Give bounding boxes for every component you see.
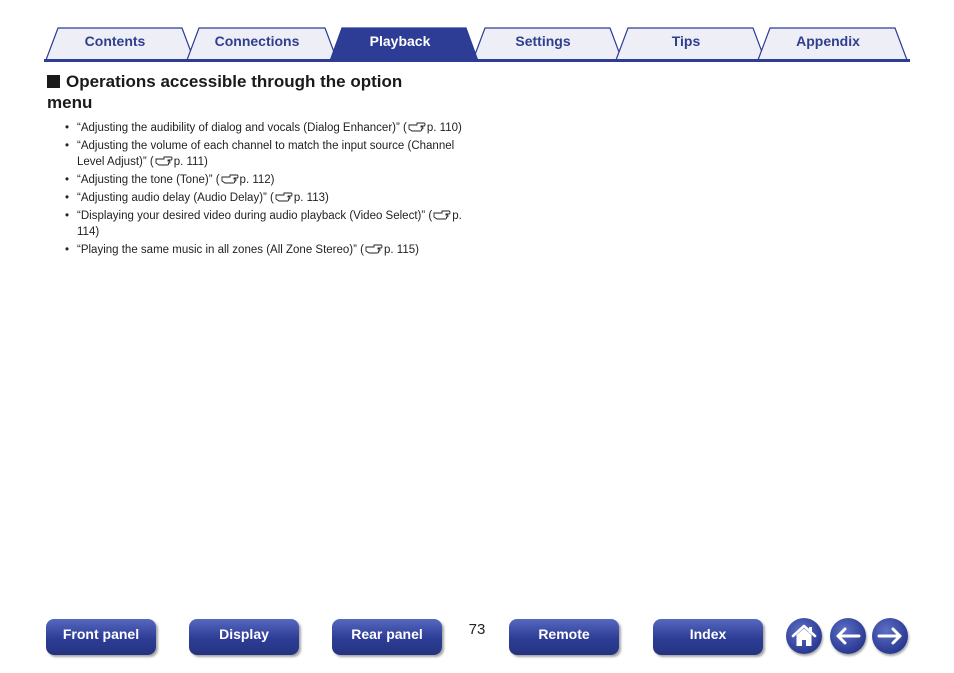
option-menu-list	[65, 120, 465, 260]
list-item	[65, 172, 465, 188]
front-panel-button[interactable]: Front panel	[46, 619, 156, 655]
list-item-suffix: )	[95, 226, 100, 238]
list-item	[65, 242, 465, 258]
tab-appendix[interactable]: Appendix	[796, 33, 860, 49]
pointing-hand-icon[interactable]	[155, 155, 173, 166]
pointing-hand-icon[interactable]	[433, 209, 451, 220]
list-item-suffix: )	[270, 174, 275, 186]
arrow-right-icon	[872, 618, 908, 654]
page-number: 73	[468, 621, 486, 638]
tab-contents[interactable]: Contents	[84, 33, 146, 49]
home-button[interactable]	[786, 618, 822, 654]
list-item-suffix: )	[457, 122, 462, 134]
section-title-text: Operations accessible through the option menu	[47, 72, 403, 112]
rear-panel-button[interactable]: Rear panel	[332, 619, 442, 655]
list-item-text: “Adjusting the volume of each channel to match the input source (Channel Level Adjust)” (	[77, 140, 455, 168]
list-item	[65, 190, 465, 206]
tab-settings[interactable]: Settings	[515, 33, 571, 49]
home-icon	[786, 618, 822, 654]
list-item-suffix: )	[203, 156, 208, 168]
list-item-text: “Adjusting the tone (Tone)” (	[77, 174, 220, 186]
list-item-text: “Adjusting the audibility of dialog and vocals (Dialog Enhancer)” (	[77, 122, 407, 134]
list-item-suffix: )	[325, 192, 329, 204]
page-reference-link[interactable]: p. 111	[173, 156, 204, 168]
back-button[interactable]	[830, 618, 866, 654]
forward-button[interactable]	[872, 618, 908, 654]
list-item-text: “Adjusting audio delay (Audio Delay)” (	[77, 192, 274, 204]
display-button[interactable]: Display	[189, 619, 299, 655]
remote-button[interactable]: Remote	[509, 619, 619, 655]
page-reference-link[interactable]: p. 114	[77, 210, 462, 238]
pointing-hand-icon[interactable]	[408, 121, 426, 132]
section-heading	[47, 71, 447, 113]
top-tab-bar	[44, 26, 910, 62]
arrow-left-icon	[830, 618, 866, 654]
list-item-suffix: )	[415, 244, 419, 256]
list-item-text: “Playing the same music in all zones (All Zone Stereo)” (	[77, 244, 364, 256]
tab-tips[interactable]: Tips	[671, 33, 701, 49]
heading-square-icon	[47, 75, 60, 88]
index-button[interactable]: Index	[653, 619, 763, 655]
tab-playback[interactable]: Playback	[369, 33, 431, 49]
tab-connections[interactable]: Connections	[214, 33, 300, 49]
list-item	[65, 138, 465, 170]
page-reference-link[interactable]: p. 115	[383, 244, 416, 256]
list-item-text: “Displaying your desired video during audio playback (Video Select)” (	[77, 210, 433, 222]
list-item	[65, 208, 465, 240]
page-reference-link[interactable]: p. 113	[293, 192, 326, 204]
page-reference-link[interactable]: p. 112	[239, 174, 271, 186]
pointing-hand-icon[interactable]	[365, 243, 383, 254]
list-item	[65, 120, 465, 136]
pointing-hand-icon[interactable]	[275, 191, 293, 202]
page-reference-link[interactable]: p. 110	[426, 122, 458, 134]
pointing-hand-icon[interactable]	[221, 173, 239, 184]
